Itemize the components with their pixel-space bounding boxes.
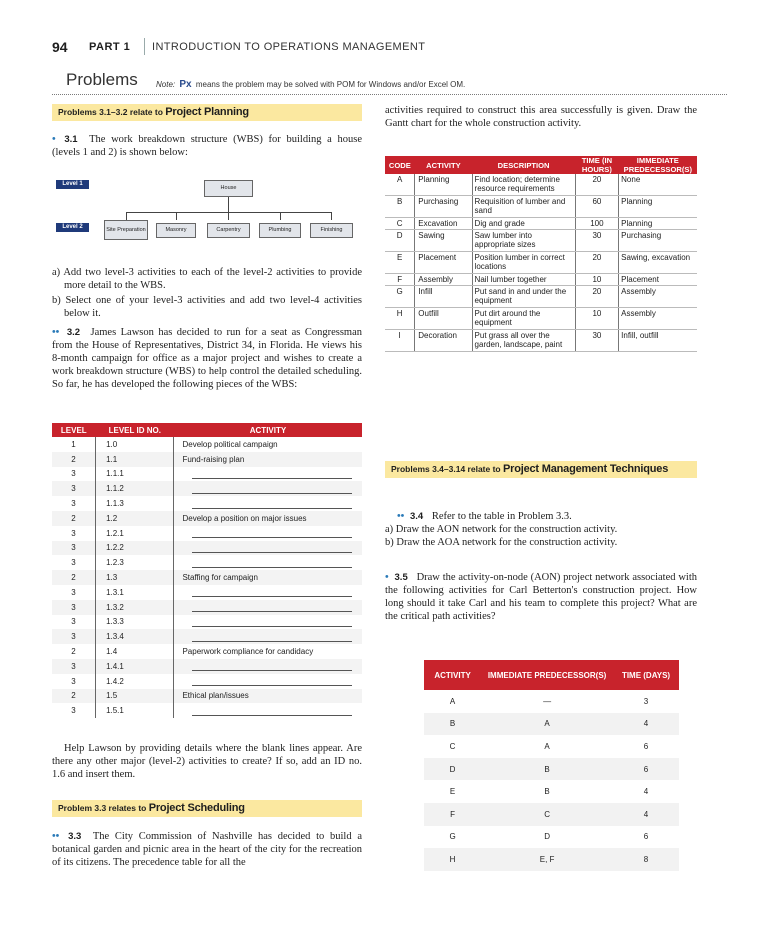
predecessor-cell: A: [481, 735, 613, 758]
time-cell: 6: [613, 826, 679, 849]
problem-3-1: [52, 133, 362, 159]
table-row: [385, 307, 697, 329]
blank-line: [192, 528, 352, 538]
predecessor-cell: E, F: [481, 848, 613, 871]
blank-line: [192, 617, 352, 627]
problem-text: The work breakdown structure (WBS) for building a house (levels 1 and 2) is shown below:: [52, 134, 363, 158]
level-1-tag: Level 1: [56, 180, 89, 189]
table-row: [52, 659, 362, 674]
precedence-table: [385, 156, 697, 352]
activity-cell: B: [424, 713, 481, 736]
activity-cell: Decoration: [415, 329, 472, 351]
difficulty-dots: •: [385, 572, 389, 583]
table-row: [52, 437, 362, 452]
column-header: IMMEDIATE PREDECESSOR(S): [619, 156, 697, 174]
description-cell: Put grass all over the garden, landscape, paint: [472, 329, 575, 351]
activity-cell: Assembly: [415, 273, 472, 285]
level-id-cell: 1.1.3: [96, 496, 174, 511]
level-cell: 1: [52, 437, 96, 452]
level-2-tag: Level 2: [56, 223, 89, 232]
table-row: [52, 511, 362, 526]
wbs-box-masonry: Masonry: [156, 223, 196, 238]
activity-cell: Ethical plan/issues: [174, 689, 362, 704]
problem-3-3-continued: activities required to construct this area successfully is given. Draw the Gantt chart for the whole construction activity.: [385, 105, 697, 129]
table-row: [52, 467, 362, 482]
predecessor-cell: Infill, outfill: [619, 329, 697, 351]
problem-number: 3.4: [409, 511, 424, 522]
code-cell: D: [385, 230, 415, 252]
predecessor-cell: Assembly: [619, 286, 697, 308]
connector-line: [176, 212, 177, 220]
connector-line: [228, 197, 229, 212]
blank-line: [192, 558, 352, 568]
time-cell: 3: [613, 690, 679, 713]
activity-cell: A: [424, 690, 481, 713]
level-id-cell: 1.2.2: [96, 541, 174, 556]
activity-cell: Placement: [415, 251, 472, 273]
activity-cell: Outfill: [415, 307, 472, 329]
description-cell: Dig and grade: [472, 217, 575, 229]
wbs-box-finishing: Finishing: [310, 223, 353, 238]
column-header: IMMEDIATE PREDECESSOR(S): [481, 660, 613, 690]
level-cell: 3: [52, 555, 96, 570]
predecessor-cell: Planning: [619, 217, 697, 229]
time-cell: 10: [575, 273, 619, 285]
time-cell: 4: [613, 803, 679, 826]
table-row: [52, 555, 362, 570]
problem-3-4-intro: [385, 510, 697, 523]
table-row: [385, 273, 697, 285]
wbs-diagram: [52, 178, 362, 248]
level-id-cell: 1.1.1: [96, 467, 174, 482]
difficulty-dots: •: [52, 134, 56, 145]
part-label: PART 1: [89, 41, 131, 53]
time-cell: 4: [613, 713, 679, 736]
table-row: [52, 496, 362, 511]
banner-project-scheduling: [52, 800, 362, 817]
predecessor-cell: D: [481, 826, 613, 849]
level-cell: 2: [52, 644, 96, 659]
difficulty-dots: ••: [52, 831, 60, 842]
column-header: LEVEL ID NO.: [96, 423, 174, 437]
problem-3-2: [52, 326, 362, 391]
activity-cell: Infill: [415, 286, 472, 308]
problem-3-4-part-a: a) Draw the AON network for the construction activity.: [385, 524, 618, 535]
table-row: [52, 541, 362, 556]
problem-3-1-part-b: b) Select one of your level-3 activities and add two level-4 activities below it.: [52, 295, 362, 319]
table-row: [52, 689, 362, 704]
difficulty-dots: ••: [397, 511, 405, 522]
banner-small-text: Problems 3.1–3.2 relate to: [58, 107, 163, 117]
banner-project-management-techniques: [385, 461, 697, 478]
banner-big-text: Project Scheduling: [148, 802, 245, 814]
table-row: [385, 217, 697, 229]
connector-line: [280, 212, 281, 220]
blank-activity-cell: [174, 659, 362, 674]
level-id-cell: 1.4: [96, 644, 174, 659]
banner-small-text: Problem 3.3 relates to: [58, 803, 147, 813]
activity-time-table: [424, 660, 679, 871]
activity-cell: Purchasing: [415, 195, 472, 217]
table-row: [424, 690, 679, 713]
problem-number: 3.2: [66, 327, 81, 338]
connector-line: [228, 212, 229, 220]
activity-cell: Staffing for campaign: [174, 570, 362, 585]
blank-activity-cell: [174, 467, 362, 482]
description-cell: Nail lumber together: [472, 273, 575, 285]
px-icon: Px: [179, 79, 192, 90]
level-id-cell: 1.4.2: [96, 674, 174, 689]
code-cell: E: [385, 251, 415, 273]
blank-line: [192, 706, 352, 716]
level-id-cell: 1.5: [96, 689, 174, 704]
section-divider: [52, 94, 727, 95]
wbs-box-carpentry: Carpentry: [207, 223, 250, 238]
blank-activity-cell: [174, 555, 362, 570]
blank-line: [192, 676, 352, 686]
description-cell: Put dirt around the equipment: [472, 307, 575, 329]
level-cell: 2: [52, 689, 96, 704]
code-cell: A: [385, 174, 415, 195]
section-title: Problems: [66, 70, 138, 89]
time-cell: 30: [575, 329, 619, 351]
activity-cell: D: [424, 758, 481, 781]
table-row: [385, 195, 697, 217]
table-row: [52, 629, 362, 644]
table-row: [52, 615, 362, 630]
blank-activity-cell: [174, 674, 362, 689]
code-cell: F: [385, 273, 415, 285]
level-cell: 3: [52, 600, 96, 615]
table-header-row: [385, 156, 697, 174]
column-header: ACTIVITY: [424, 660, 481, 690]
column-header: ACTIVITY: [174, 423, 362, 437]
table-row: [385, 251, 697, 273]
header-divider: [144, 38, 145, 55]
problem-3-5: [385, 571, 697, 623]
predecessor-cell: Placement: [619, 273, 697, 285]
code-cell: G: [385, 286, 415, 308]
blank-activity-cell: [174, 526, 362, 541]
connector-line: [331, 212, 332, 220]
table-row: [424, 780, 679, 803]
blank-activity-cell: [174, 496, 362, 511]
time-cell: 8: [613, 848, 679, 871]
level-cell: 3: [52, 674, 96, 689]
level-id-cell: 1.1: [96, 452, 174, 467]
level-id-cell: 1.3.1: [96, 585, 174, 600]
note-text: means the problem may be solved with POM for Windows and/or Excel OM.: [195, 80, 466, 89]
time-cell: 20: [575, 174, 619, 195]
level-cell: 3: [52, 615, 96, 630]
blank-line: [192, 484, 352, 494]
time-cell: 6: [613, 758, 679, 781]
activity-cell: Develop political campaign: [174, 437, 362, 452]
time-cell: 60: [575, 195, 619, 217]
blank-line: [192, 469, 352, 479]
table-row: [424, 735, 679, 758]
activity-cell: C: [424, 735, 481, 758]
predecessor-cell: Purchasing: [619, 230, 697, 252]
table-row: [52, 644, 362, 659]
wbs-table: [52, 423, 362, 718]
problem-text: Refer to the table in Problem 3.3.: [431, 511, 572, 522]
predecessor-cell: A: [481, 713, 613, 736]
time-cell: 100: [575, 217, 619, 229]
blank-activity-cell: [174, 541, 362, 556]
time-cell: 30: [575, 230, 619, 252]
predecessor-cell: Sawing, excavation: [619, 251, 697, 273]
table-row: [385, 286, 697, 308]
level-cell: 3: [52, 526, 96, 541]
blank-line: [192, 543, 352, 553]
level-cell: 3: [52, 629, 96, 644]
problem-number: 3.5: [394, 572, 408, 583]
predecessor-cell: B: [481, 780, 613, 803]
table-row: [424, 713, 679, 736]
problem-3-4-part-b: b) Draw the AOA network for the construction activity.: [385, 537, 618, 548]
column-header: DESCRIPTION: [472, 156, 575, 174]
blank-activity-cell: [174, 703, 362, 718]
column-header: LEVEL: [52, 423, 96, 437]
activity-cell: Planning: [415, 174, 472, 195]
level-cell: 2: [52, 452, 96, 467]
level-cell: 3: [52, 481, 96, 496]
difficulty-dots: ••: [52, 327, 60, 338]
wbs-box-site-preparation: Site Preparation: [104, 220, 148, 240]
level-cell: 3: [52, 467, 96, 482]
section-note: [156, 79, 465, 90]
level-id-cell: 1.5.1: [96, 703, 174, 718]
blank-activity-cell: [174, 481, 362, 496]
level-cell: 3: [52, 496, 96, 511]
level-id-cell: 1.2.1: [96, 526, 174, 541]
blank-activity-cell: [174, 615, 362, 630]
note-prefix: Note:: [156, 80, 176, 89]
table-row: [424, 803, 679, 826]
level-cell: 3: [52, 659, 96, 674]
blank-activity-cell: [174, 629, 362, 644]
predecessor-cell: B: [481, 758, 613, 781]
blank-line: [192, 632, 352, 642]
column-header: TIME (IN HOURS): [575, 156, 619, 174]
predecessor-cell: C: [481, 803, 613, 826]
chapter-title: INTRODUCTION TO OPERATIONS MANAGEMENT: [152, 41, 426, 53]
level-id-cell: 1.3.4: [96, 629, 174, 644]
activity-cell: Develop a position on major issues: [174, 511, 362, 526]
time-cell: 6: [613, 735, 679, 758]
problem-3-1-part-a: a) Add two level-3 activities to each of the level-2 activities to provide more detail to the WBS.: [52, 267, 362, 291]
predecessor-cell: None: [619, 174, 697, 195]
level-cell: 2: [52, 511, 96, 526]
connector-line: [126, 212, 127, 220]
table-row: [385, 174, 697, 195]
problem-text: The City Commission of Nashville has decided to build a botanical garden and picnic area in the heart of the city for the recreation of its citizens. The precedence table for all the: [52, 831, 362, 868]
table-row: [52, 703, 362, 718]
activity-cell: Paperwork compliance for candidacy: [174, 644, 362, 659]
activity-cell: Fund-raising plan: [174, 452, 362, 467]
level-id-cell: 1.3.2: [96, 600, 174, 615]
table-header-row: [424, 660, 679, 690]
level-id-cell: 1.0: [96, 437, 174, 452]
description-cell: Saw lumber into appropriate sizes: [472, 230, 575, 252]
code-cell: C: [385, 217, 415, 229]
activity-cell: H: [424, 848, 481, 871]
predecessor-cell: Planning: [619, 195, 697, 217]
activity-cell: Sawing: [415, 230, 472, 252]
blank-line: [192, 499, 352, 509]
problem-number: 3.3: [68, 831, 82, 842]
table-row: [52, 674, 362, 689]
table-row: [424, 848, 679, 871]
level-id-cell: 1.3: [96, 570, 174, 585]
time-cell: 4: [613, 780, 679, 803]
blank-line: [192, 602, 352, 612]
description-cell: Put sand in and under the equipment: [472, 286, 575, 308]
problem-3-4: [385, 510, 697, 549]
predecessor-cell: —: [481, 690, 613, 713]
table-header-row: [52, 423, 362, 437]
code-cell: I: [385, 329, 415, 351]
problem-3-3: [52, 830, 362, 869]
code-cell: H: [385, 307, 415, 329]
table-row: [424, 758, 679, 781]
description-cell: Position lumber in correct locations: [472, 251, 575, 273]
table-row: [385, 230, 697, 252]
blank-line: [192, 661, 352, 671]
table-row: [385, 329, 697, 351]
problem-number: 3.1: [64, 134, 78, 145]
level-id-cell: 1.4.1: [96, 659, 174, 674]
table-row: [52, 526, 362, 541]
level-cell: 3: [52, 541, 96, 556]
code-cell: B: [385, 195, 415, 217]
level-id-cell: 1.2: [96, 511, 174, 526]
banner-project-planning: [52, 104, 362, 121]
activity-cell: E: [424, 780, 481, 803]
table-row: [52, 570, 362, 585]
time-cell: 20: [575, 251, 619, 273]
level-id-cell: 1.1.2: [96, 481, 174, 496]
description-cell: Requisition of lumber and sand: [472, 195, 575, 217]
level-id-cell: 1.2.3: [96, 555, 174, 570]
table-row: [424, 826, 679, 849]
problem-text: Draw the activity-on-node (AON) project network associated with the following activities for Carl Betterton's construction project. How long should it take Carl and his team to complete this project? What are the critical path activities?: [385, 572, 697, 622]
blank-line: [192, 587, 352, 597]
level-cell: 3: [52, 585, 96, 600]
column-header: CODE: [385, 156, 415, 174]
banner-small-text: Problems 3.4–3.14 relate to: [391, 464, 501, 474]
table-row: [52, 452, 362, 467]
wbs-box-plumbing: Plumbing: [259, 223, 301, 238]
table-row: [52, 600, 362, 615]
predecessor-cell: Assembly: [619, 307, 697, 329]
banner-big-text: Project Planning: [165, 106, 249, 118]
time-cell: 10: [575, 307, 619, 329]
banner-big-text: Project Management Techniques: [503, 463, 669, 475]
problem-text: James Lawson has decided to run for a seat as Congressman from the House of Representatives, District 34, in Florida. He views his 8-month campaign for office as a major project and wishes to create a work breakdown structure (WBS) to help control the detailed scheduling. So far, he has developed the following pieces of the WBS:: [52, 327, 362, 390]
level-id-cell: 1.3.3: [96, 615, 174, 630]
blank-activity-cell: [174, 600, 362, 615]
table-row: [52, 481, 362, 496]
problem-3-2-followup: Help Lawson by providing details where the blank lines appear. Are there any other major (level-2) activities to create? If so, add an ID no. 1.6 and insert them.: [52, 743, 362, 780]
activity-cell: Excavation: [415, 217, 472, 229]
level-cell: 3: [52, 703, 96, 718]
level-cell: 2: [52, 570, 96, 585]
blank-activity-cell: [174, 585, 362, 600]
column-header: TIME (DAYS): [613, 660, 679, 690]
description-cell: Find location; determine resource requirements: [472, 174, 575, 195]
page-number: 94: [52, 39, 68, 55]
activity-cell: F: [424, 803, 481, 826]
time-cell: 20: [575, 286, 619, 308]
activity-cell: G: [424, 826, 481, 849]
column-header: ACTIVITY: [415, 156, 472, 174]
table-row: [52, 585, 362, 600]
wbs-root-box: House: [204, 180, 253, 197]
